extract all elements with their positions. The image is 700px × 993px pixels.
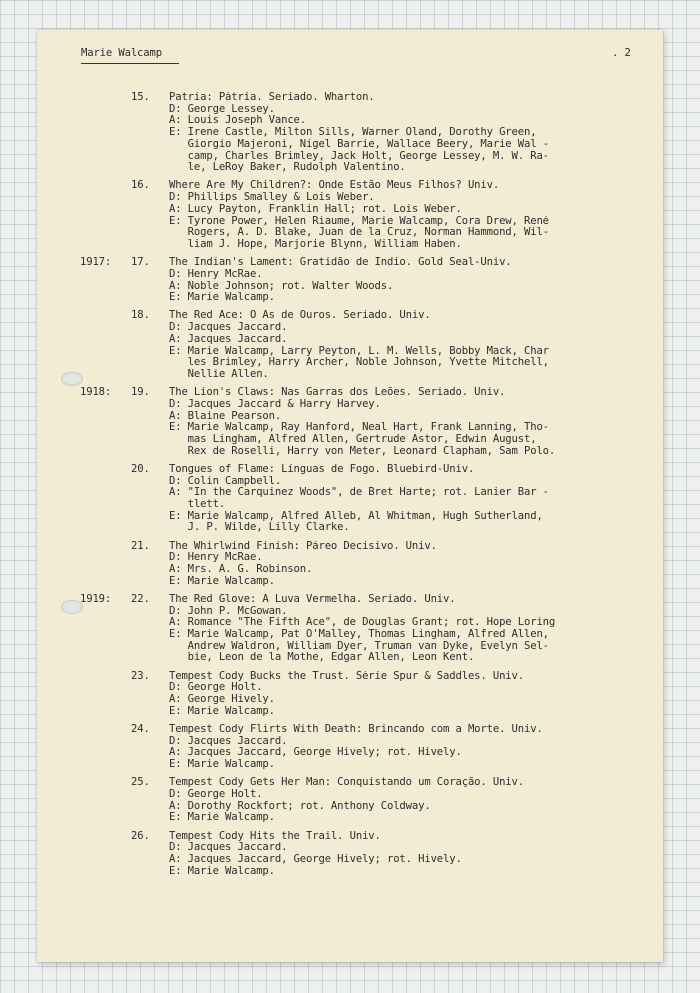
credit-line: D: George Holt. [169, 682, 263, 694]
credit-line: le, LeRoy Baker, Rudolph Valentino. [169, 162, 406, 174]
credit-line: E: Marie Walcamp, Ray Hanford, Neal Hart, Frank Lanning, Tho- [169, 422, 549, 434]
credit-line: A: Mrs. A. G. Robinson. [169, 564, 313, 576]
film-entry [80, 541, 640, 588]
film-title: Tempest Cody Gets Her Man: Conquistando um Coração. Univ. [169, 777, 524, 789]
film-title: The Lion's Claws: Nas Garras dos Leões. Seriado. Univ. [169, 387, 506, 399]
entry-number: 17. [131, 256, 150, 269]
year-label: 1919: [80, 592, 112, 605]
film-title: The Red Ace: O Ás de Ouros. Seriado. Univ. [169, 310, 431, 322]
entry-number: 25. [131, 776, 150, 789]
entry-number: 16. [131, 179, 150, 192]
credit-line: bie, Leon de la Mothe, Edgar Allen, Leon Kent. [169, 652, 475, 664]
entry-number: 24. [131, 722, 150, 735]
credit-line: E: Irene Castle, Milton Sills, Warner Oland, Dorothy Green, [169, 127, 537, 139]
credit-line: A: Blaine Pearson. [169, 410, 282, 422]
credit-line: A: Noble Johnson; rot. Walter Woods. [169, 280, 394, 292]
film-entry [80, 777, 640, 824]
credit-line: E: Marie Walcamp. [169, 812, 275, 824]
credit-line: E: Marie Walcamp, Pat O'Malley, Thomas Lingham, Alfred Allen, [169, 629, 549, 641]
credit-line: camp, Charles Brimley, Jack Holt, George Lessey, M. W. Ra- [169, 150, 549, 162]
entry-number: 23. [131, 669, 150, 682]
film-entry [80, 92, 640, 174]
header-name: Marie Walcamp [81, 47, 162, 59]
film-entry [80, 257, 640, 304]
credit-line: D: Henry McRae. [169, 268, 263, 280]
credit-line: D: Jacques Jaccard. [169, 735, 288, 747]
credit-line: E: Marie Walcamp, Alfred Alleb, Al Whitman, Hugh Sutherland, [169, 510, 543, 522]
credit-line: D: Jacques Jaccard. [169, 322, 288, 334]
filmography-list [80, 92, 640, 884]
credit-line: Nellie Allen. [169, 368, 269, 380]
credit-line: D: George Lessey. [169, 103, 275, 115]
entry-number: 19. [131, 386, 150, 399]
page-number: . 2 [612, 47, 631, 59]
film-entry [80, 180, 640, 250]
credit-line: A: Jacques Jaccard. [169, 333, 288, 345]
credit-line: A: Romance "The Fifth Ace", de Douglas Grant; rot. Hope Loring [169, 617, 556, 629]
header-underline [81, 63, 179, 64]
typewritten-page [37, 30, 663, 962]
year-label: 1918: [80, 386, 112, 399]
credit-line: liam J. Hope, Marjorie Blynn, William Haben. [169, 238, 462, 250]
credit-line: Rogers, A. D. Blake, Juan de la Cruz, Norman Hammond, Wil- [169, 227, 549, 239]
film-title: Patria: Pátria. Seriado. Wharton. [169, 92, 375, 103]
film-title: Tempest Cody Bucks the Trust. Série Spur & Saddles. Univ. [169, 670, 524, 682]
credit-line: A: George Hively. [169, 694, 275, 706]
film-title: Tongues of Flame: Línguas de Fogo. Bluebird-Univ. [169, 463, 475, 475]
credit-line: D: Jacques Jaccard & Harry Harvey. [169, 398, 381, 410]
credit-line: Andrew Waldron, William Dyer, Truman van Dyke, Evelyn Sel- [169, 640, 549, 652]
year-label: 1917: [80, 256, 112, 269]
credit-line: E: Marie Walcamp. [169, 865, 275, 877]
film-entry [80, 831, 640, 878]
credit-line: E: Marie Walcamp. [169, 575, 275, 587]
film-entry [80, 724, 640, 771]
film-title: Where Are My Children?: Onde Estão Meus Filhos? Univ. [169, 180, 500, 192]
film-entry [80, 671, 640, 718]
film-entry [80, 464, 640, 534]
entry-number: 18. [131, 309, 150, 322]
credit-line: D: Henry McRae. [169, 552, 263, 564]
credit-line: D: Colin Campbell. [169, 475, 282, 487]
credit-line: D: Phillips Smalley & Lois Weber. [169, 192, 375, 204]
credit-line: J. P. Wilde, Lilly Clarke. [169, 522, 350, 534]
credit-line: D: John P. McGowan. [169, 605, 288, 617]
entry-number: 22. [131, 592, 150, 605]
film-title: Tempest Cody Hits the Trail. Univ. [169, 830, 381, 842]
credit-line: E: Marie Walcamp, Larry Peyton, L. M. Wells, Bobby Mack, Char [169, 345, 549, 357]
credit-line: D: Jacques Jaccard. [169, 842, 288, 854]
credit-line: A: Louis Joseph Vance. [169, 115, 307, 127]
credit-line: E: Tyrone Power, Helen Riaume, Marie Walcamp, Cora Drew, René [169, 215, 549, 227]
credit-line: les Brimley, Harry Archer, Noble Johnson, Yvette Mitchell, [169, 357, 549, 369]
film-title: The Red Glove: A Luva Vermelha. Seriado. Univ. [169, 593, 456, 605]
film-title: The Indian's Lament: Gratidão de Índio. Gold Seal-Univ. [169, 257, 512, 269]
credit-line: E: Marie Walcamp. [169, 292, 275, 304]
entry-number: 15. [131, 91, 150, 103]
film-entry [80, 594, 640, 664]
credit-line: mas Lingham, Alfred Allen, Gertrude Astor, Edwin August, [169, 433, 537, 445]
credit-line: E: Marie Walcamp. [169, 759, 275, 771]
credit-line: A: Dorothy Rockfort; rot. Anthony Coldway. [169, 800, 431, 812]
credit-line: E: Marie Walcamp. [169, 705, 275, 717]
credit-line: tlett. [169, 499, 226, 510]
entry-number: 20. [131, 462, 150, 475]
film-title: Tempest Cody Flirts With Death: Brincando com a Morte. Univ. [169, 723, 543, 735]
credit-line: Giorgio Majeroni, Nigel Barrie, Wallace Beery, Marie Wal - [169, 138, 549, 150]
film-entry [80, 387, 640, 457]
credit-line: A: "In the Carquinez Woods", de Bret Harte; rot. Lanier Bar - [169, 487, 549, 499]
film-entry [80, 310, 640, 380]
entry-number: 26. [131, 829, 150, 842]
credit-line: D: George Holt. [169, 788, 263, 800]
credit-line: A: Lucy Payton, Franklin Hall; rot. Lois Weber. [169, 203, 462, 215]
credit-line: Rex de Roselli, Harry von Meter, Leonard Clapham, Sam Polo. [169, 445, 556, 457]
film-title: The Whirlwind Finish: Páreo Decisivo. Univ. [169, 540, 437, 552]
entry-number: 21. [131, 539, 150, 552]
credit-line: A: Jacques Jaccard, George Hively; rot. Hively. [169, 853, 462, 865]
credit-line: A: Jacques Jaccard, George Hively; rot. Hively. [169, 747, 462, 759]
